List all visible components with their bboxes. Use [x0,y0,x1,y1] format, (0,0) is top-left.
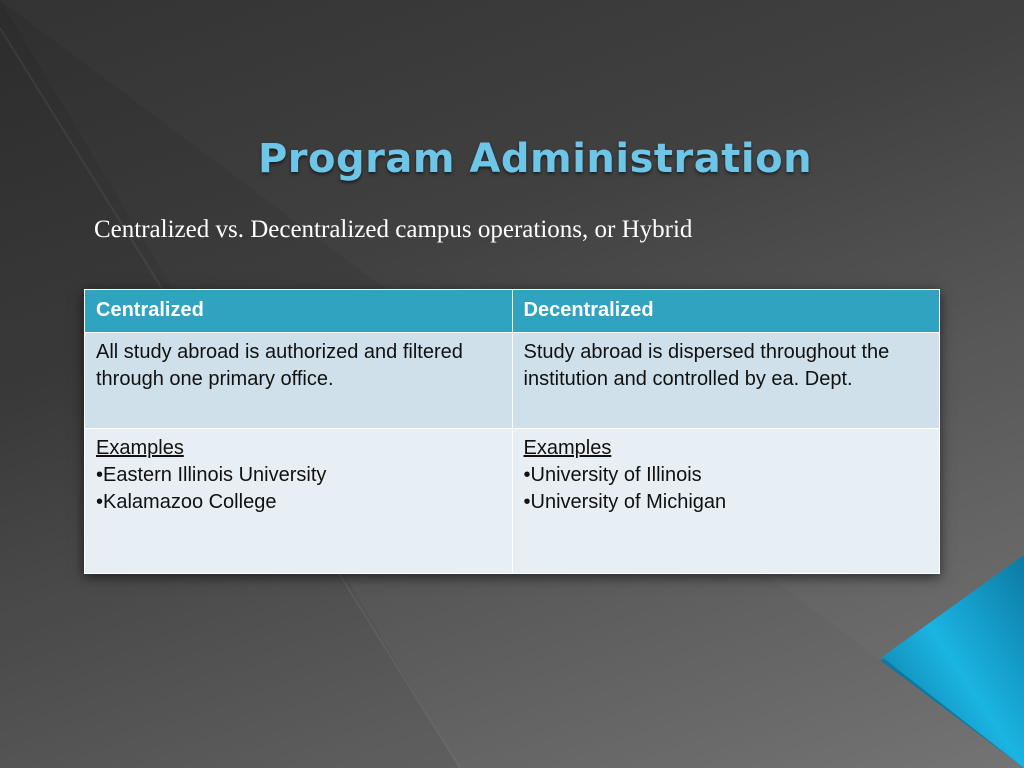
examples-heading: Examples [523,437,612,459]
table-row [85,429,940,574]
decentralized-description: Study abroad is dispersed throughout the institution and controlled by ea. Dept. [512,333,940,429]
table-row [85,333,940,429]
centralized-description: All study abroad is authorized and filtered through one primary office. [85,333,513,429]
list-item: •University of Michigan [523,491,727,513]
list-item: •University of Illinois [523,464,702,486]
list-item: •Eastern Illinois University [96,464,327,486]
decentralized-examples-cell [512,429,940,574]
header-decentralized: Decentralized [512,290,940,333]
examples-heading: Examples [96,437,184,459]
slide-subtitle: Centralized vs. Decentralized campus operations, or Hybrid [94,216,693,243]
header-centralized: Centralized [85,290,513,333]
table-header-row [85,290,940,333]
comparison-table [84,289,940,574]
list-item: •Kalamazoo College [96,491,277,513]
slide-title: Program Administration [257,136,813,182]
centralized-examples-cell [85,429,513,574]
comparison-table-container [84,289,940,574]
